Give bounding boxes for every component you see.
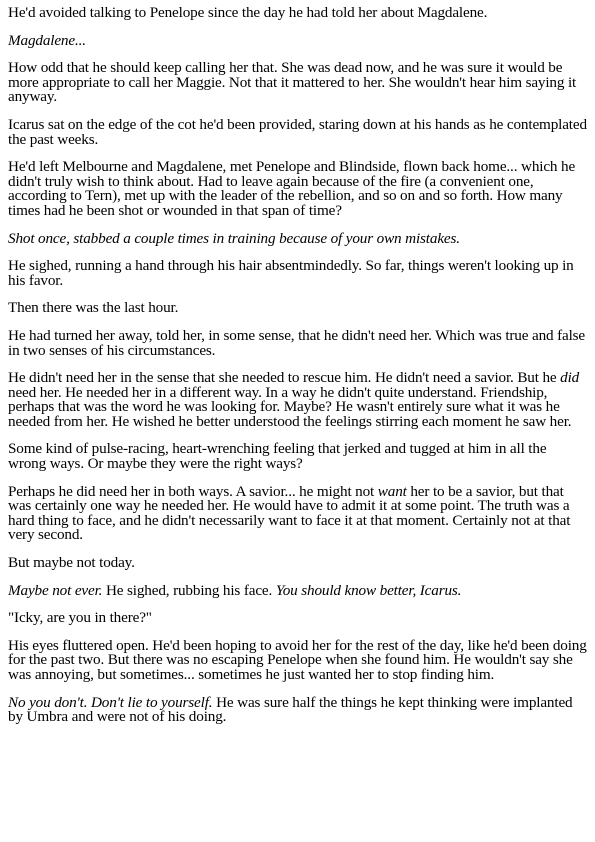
text-run: But maybe not today. [8, 554, 135, 572]
italic-run: did [560, 369, 580, 387]
paragraph-p2 [8, 31, 587, 49]
paragraph-p4 [8, 115, 587, 148]
paragraph-p1 [8, 6, 587, 21]
paragraph-p8 [8, 301, 587, 316]
paragraph-p10 [8, 371, 587, 429]
paragraph-p11 [8, 442, 587, 471]
italic-run: No you don't. Don't lie to yourself. [8, 693, 213, 711]
text-run: He sighed, running a hand through his hair absentmindedly. So far, things weren't looking up in his favor. [8, 257, 574, 289]
italic-run: You should know better, Icarus. [275, 581, 462, 599]
text-run: "Icky, are you in there?" [8, 609, 152, 627]
italic-run: Maybe not ever. [8, 581, 103, 599]
paragraph-p3 [8, 61, 587, 105]
paragraph-p6 [8, 229, 587, 247]
paragraph-p17 [8, 693, 587, 726]
italic-run: want [377, 482, 407, 500]
text-run: Perhaps he did need her in both ways. A savior... he might not [8, 482, 378, 500]
text-run: Icarus sat on the edge of the cot he'd been provided, staring down at his hands as he contemplated the past weeks. [8, 115, 587, 148]
text-run: He'd left Melbourne and Magdalene, met Penelope and Blindside, flown back home... which he didn't truly wish to think about. Had to leave again because of the fire (a convenient one, according to Tern), met up with the leader of the rebellion, and so on and so forth. How many times had he been shot or wounded in that span of time? [8, 158, 576, 219]
text-run: Some kind of pulse-racing, heart-wrenching feeling that jerked and tugged at him in all the wrong ways. Or maybe they were the right ways? [8, 440, 547, 473]
text-run: He'd avoided talking to Penelope since the day he had told her about Magdalene. [8, 4, 488, 21]
paragraph-p12 [8, 482, 587, 544]
paragraph-p9 [8, 326, 587, 359]
text-run: need her. He needed her in a different way. In a way he didn't quite understand. Friendship, perhaps that was the word he was looking for. Maybe? He wasn't entirely sure what it was he needed from her. He wished he better understood the feelings stirring each moment he saw her. [8, 383, 572, 430]
italic-run: Shot once, stabbed a couple times in training because of your own mistakes. [8, 229, 460, 247]
text-run: He didn't need her in the sense that she needed to rescue him. He didn't need a savior. But he [8, 369, 561, 387]
text-run: He sighed, rubbing his face. [102, 581, 276, 599]
text-run: His eyes fluttered open. He'd been hoping to avoid her for the rest of the day, like he'd been doing for the past two. But there was no escaping Penelope when she found him. He wouldn't say she was annoying, but sometimes... sometimes he just wanted her to stop finding him. [8, 636, 587, 683]
text-run: He had turned her away, told her, in some sense, that he didn't need her. Which was true and false in two senses of his circumstances. [8, 326, 586, 359]
paragraph-p5 [8, 160, 587, 218]
paragraph-p14 [8, 581, 587, 599]
text-run: Then there was the last hour. [8, 299, 179, 317]
paragraph-p16 [8, 636, 587, 683]
text-run: her to be a savior, but that was certainly one way he needed her. He would have to admit it at some point. The truth was a hard thing to face, and he didn't necessarily want to face it at that moment. Certainly not at that very second. [8, 482, 571, 544]
paragraph-p13 [8, 556, 587, 571]
paragraph-p15 [8, 611, 587, 626]
text-run: He was sure half the things he kept thinking were implanted by Umbra and were not of his doing. [8, 693, 573, 726]
paragraph-p7 [8, 259, 587, 288]
text-run: How odd that he should keep calling her that. She was dead now, and he was sure it would be more appropriate to call her Maggie. Not that it mattered to her. She wouldn't hear him saying it anyway. [8, 59, 577, 106]
italic-run: Magdalene... [8, 31, 86, 49]
